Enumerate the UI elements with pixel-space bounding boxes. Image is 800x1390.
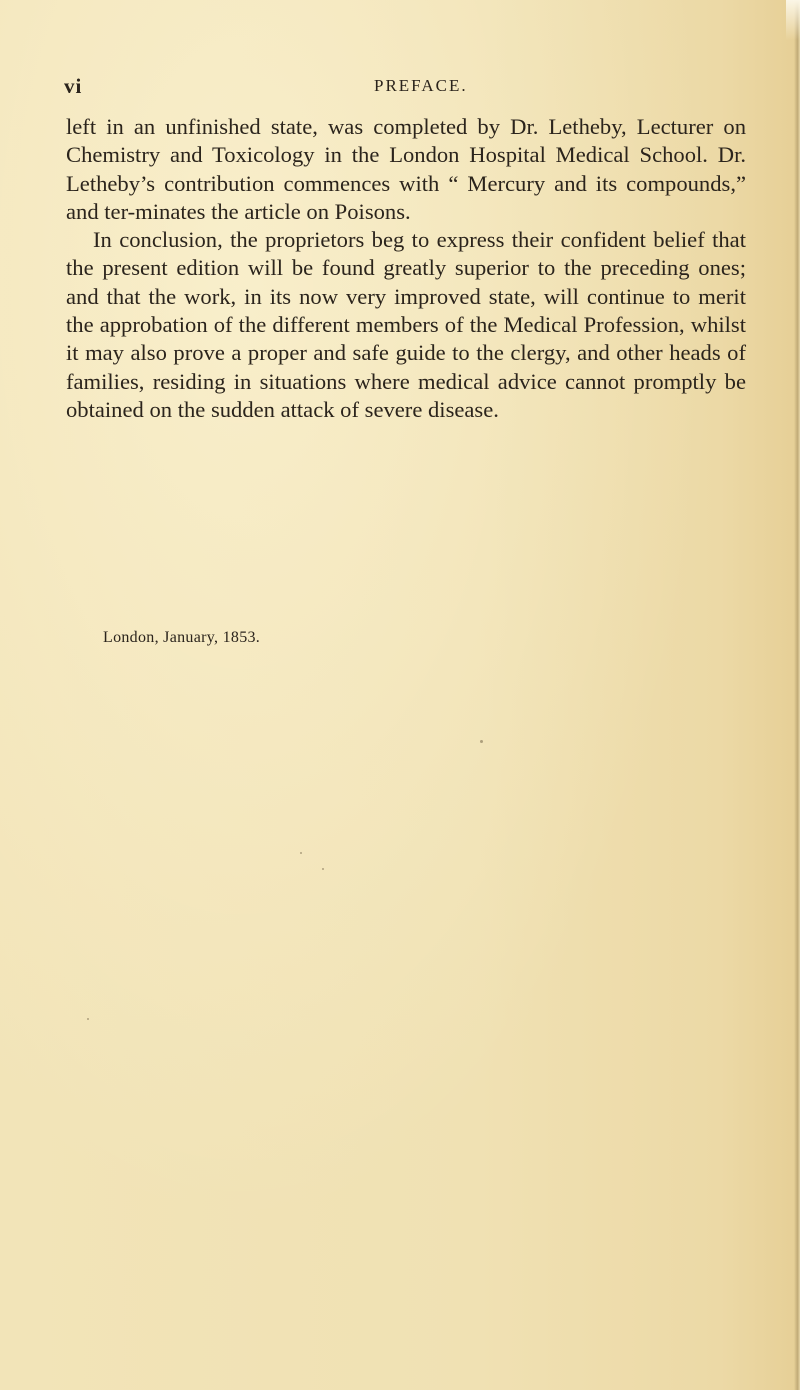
paper-speck [87, 1018, 89, 1020]
page-corner [786, 0, 800, 40]
body-text [66, 113, 746, 424]
running-head: PREFACE. [374, 76, 468, 95]
page-header [64, 74, 744, 100]
paragraph: In conclusion, the proprietors beg to express their confident belief that the present edition will be found greatly superior to the preceding ones; and that the work, in its now very improved state, will continue to merit the approbation of the different members of the Medical Profession, whilst it may also prove a proper and safe guide to the clergy, and other heads of families, residing in situations where medical advice cannot promptly be obtained on the sudden attack of severe disease. [66, 227, 746, 422]
paragraph: left in an unfinished state, was completed by Dr. Letheby, Lecturer on Chemistry and Toxicology in the London Hospital Medical School. Dr. Letheby’s contribution commences with “ Mercury and its compounds,” and ter-minates the article on Poisons. [66, 114, 746, 224]
paper-speck [300, 852, 302, 854]
paper-speck [480, 740, 483, 743]
signoff-date: London, January, 1853. [103, 629, 261, 646]
page-number: vi [64, 74, 83, 98]
paper-speck [322, 868, 324, 870]
page-edge-shadow [794, 0, 800, 1390]
